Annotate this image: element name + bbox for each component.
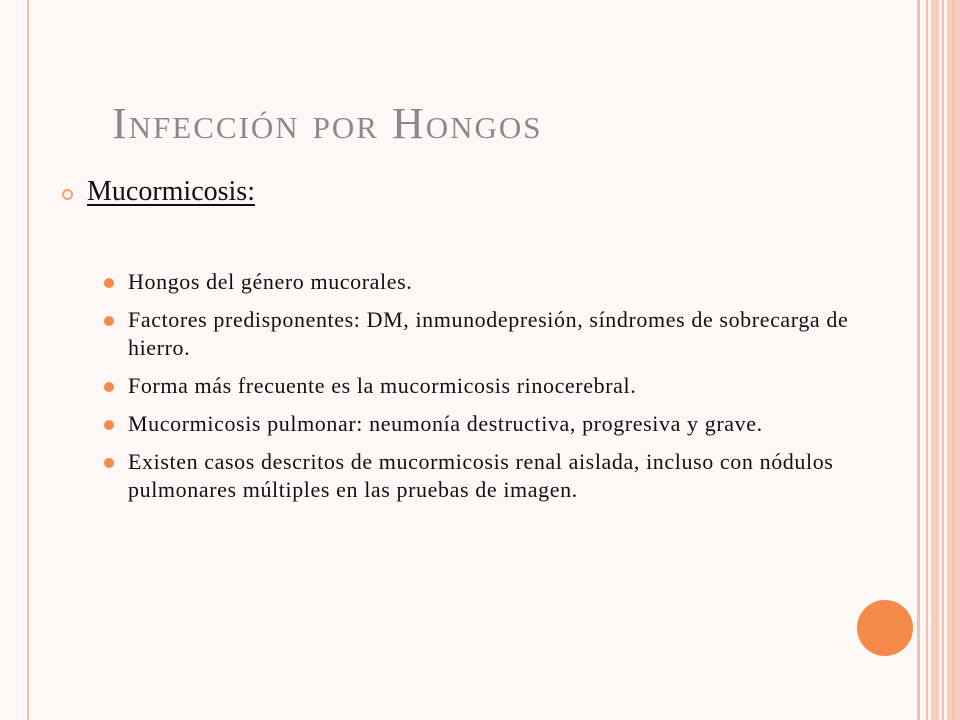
list-item: [104, 410, 864, 438]
list-item: [104, 372, 864, 400]
bullet-dot-icon: [104, 420, 114, 430]
list-item-text: Factores predisponentes: DM, inmunodepresión, síndromes de sobrecarga de hierro.: [128, 307, 849, 360]
orange-circle-decoration: [855, 598, 915, 658]
section-heading: [62, 176, 255, 208]
bullet-dot-icon: [104, 458, 114, 468]
bullet-dot-icon: [104, 382, 114, 392]
section-heading-text: Mucormicosis:: [87, 176, 255, 207]
ring-bullet-icon: [62, 189, 73, 200]
slide-title: Infección por Hongos: [112, 99, 543, 148]
right-stripe: [931, 0, 939, 720]
list-item-text: Hongos del género mucorales.: [128, 269, 413, 294]
list-item-text: Forma más frecuente es la mucormicosis rinocerebral.: [128, 373, 637, 398]
right-stripe: [917, 0, 920, 720]
bullet-dot-icon: [104, 316, 114, 326]
right-stripe: [942, 0, 944, 720]
list-item: [104, 448, 864, 504]
right-stripe: [952, 0, 954, 720]
right-stripe: [926, 0, 928, 720]
list-item: [104, 306, 864, 362]
bullet-dot-icon: [104, 278, 114, 288]
left-border-line: [27, 0, 29, 720]
bullet-list: [104, 268, 864, 514]
list-item-text: Mucormicosis pulmonar: neumonía destructiva, progresiva y grave.: [128, 411, 763, 436]
list-item: [104, 268, 864, 296]
list-item-text: Existen casos descritos de mucormicosis renal aislada, incluso con nódulos pulmonares múltiples en las pruebas de imagen.: [128, 449, 834, 502]
